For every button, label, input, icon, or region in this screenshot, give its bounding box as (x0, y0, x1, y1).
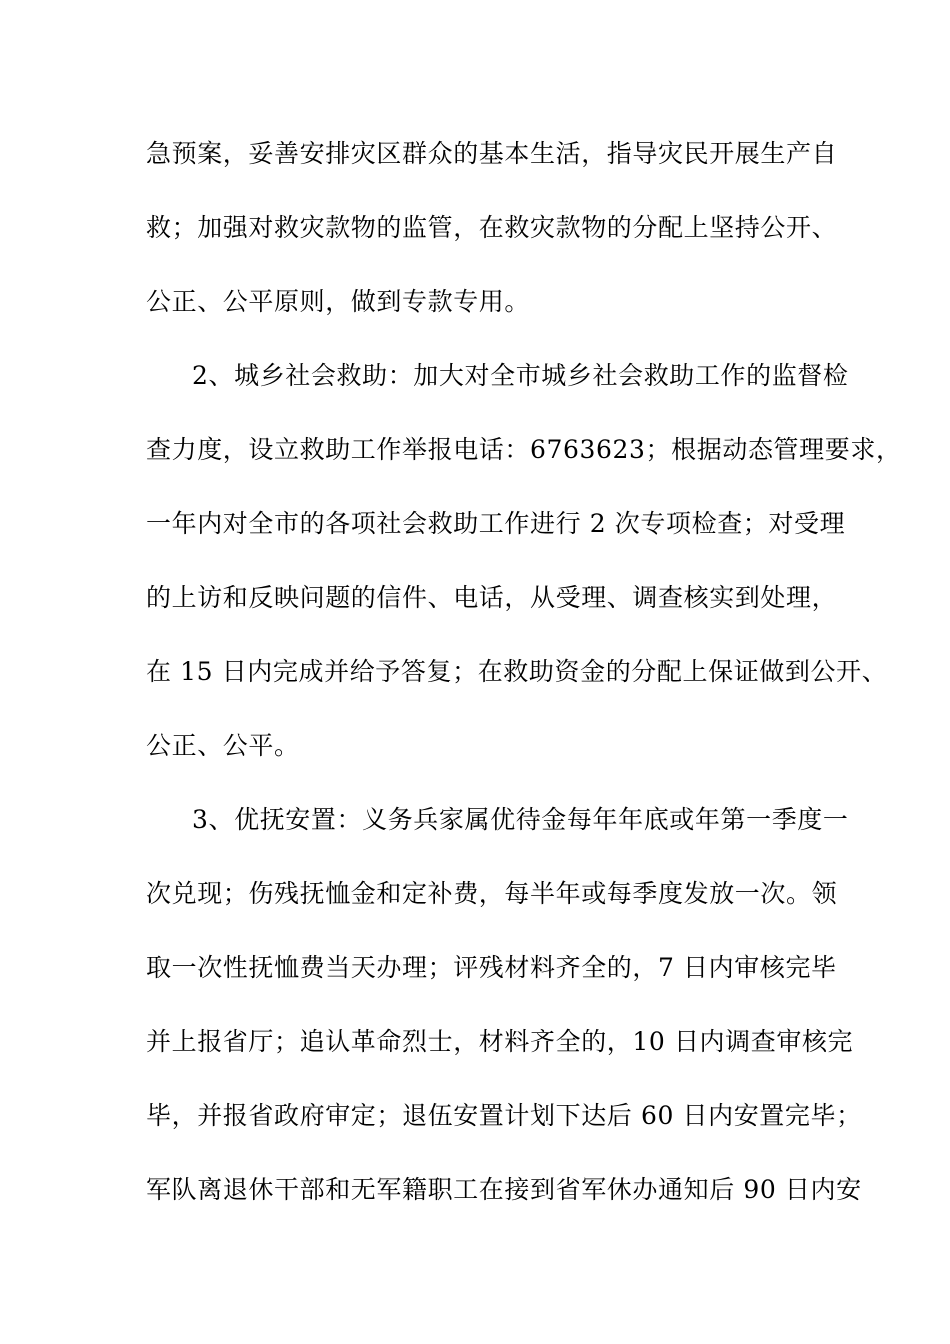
text-line: 次兑现；伤残抚恤金和定补费，每半年或每季度发放一次。领 (146, 879, 838, 908)
text-line: 一年内对全市的各项社会救助工作进行 2 次专项检查；对受理 (146, 509, 846, 538)
text-line: 并上报省厅；追认革命烈士，材料齐全的，10 日内调查审核完 (146, 1027, 854, 1056)
text-line: 在 15 日内完成并给予答复；在救助资金的分配上保证做到公开、 (146, 657, 888, 686)
text-line: 毕，并报省政府审定；退伍安置计划下达后 60 日内安置完毕； (146, 1101, 862, 1130)
text-line: 公正、公平。 (146, 731, 300, 760)
text-line: 的上访和反映问题的信件、电话，从受理、调查核实到处理， (146, 583, 838, 612)
text-line: 救；加强对救灾款物的监管，在救灾款物的分配上坚持公开、 (146, 213, 838, 242)
text-line: 公正、公平原则，做到专款专用。 (146, 287, 531, 316)
text-line: 急预案，妥善安排灾区群众的基本生活，指导灾民开展生产自 (146, 139, 838, 168)
text-line: 查力度，设立救助工作举报电话：6763623；根据动态管理要求， (146, 435, 902, 464)
paragraph-start-line: 2、城乡社会救助：加大对全市城乡社会救助工作的监督检 (192, 361, 849, 390)
paragraph-start-line: 3、优抚安置：义务兵家属优待金每年年底或年第一季度一 (192, 805, 849, 834)
text-line: 取一次性抚恤费当天办理；评残材料齐全的，7 日内审核完毕 (146, 953, 837, 982)
text-line: 军队离退休干部和无军籍职工在接到省军休办通知后 90 日内安 (146, 1175, 862, 1204)
